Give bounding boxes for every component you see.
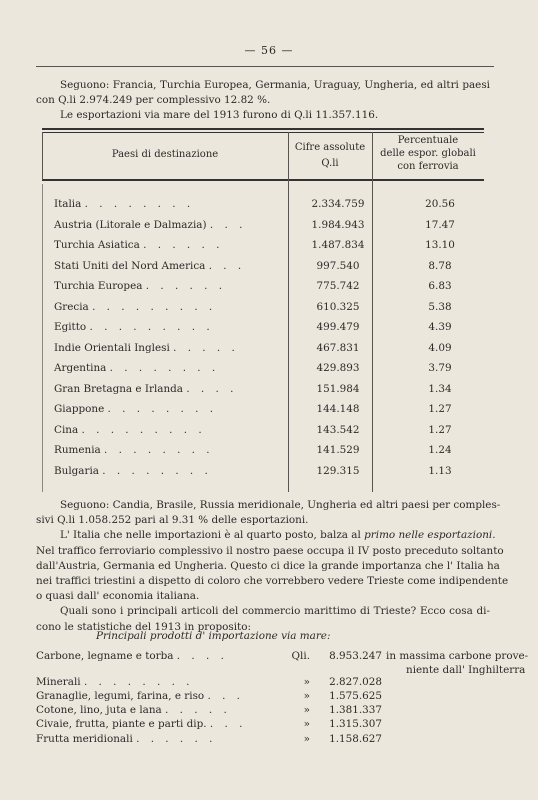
row-absolute-value: 467.831 xyxy=(316,341,360,354)
row-absolute-value: 151.984 xyxy=(316,382,360,395)
import-value: 1.158.627 xyxy=(329,733,382,745)
imports-title: Principali prodotti d' importazione via mare: xyxy=(96,630,331,642)
import-value: 1.575.625 xyxy=(329,690,382,702)
row-percent-value: 17.47 xyxy=(425,218,455,231)
row-percent-value: 3.79 xyxy=(428,362,452,374)
row-percent-value: 8.78 xyxy=(428,259,452,272)
row-country: Giappone . . . . . . . . xyxy=(54,403,218,415)
header-percent-line2: delle espor. globali xyxy=(380,148,476,159)
row-absolute-value: 429.893 xyxy=(316,362,360,374)
row-country: Turchia Europea . . . . . . xyxy=(54,280,227,292)
row-absolute-value: 144.148 xyxy=(316,403,360,415)
leader-dots: . . . xyxy=(207,690,244,702)
import-name: Granaglie, legumi, farina, e riso . . . xyxy=(36,690,244,702)
import-unit: » xyxy=(303,676,310,688)
row-country: Rumenia . . . . . . . . xyxy=(54,444,214,456)
leader-dots: . . . . . . . . xyxy=(109,362,220,374)
row-percent-value: 6.83 xyxy=(428,280,452,292)
row-absolute-value: 775.742 xyxy=(316,280,360,292)
table-top-rule-thin xyxy=(42,132,484,133)
leader-dots: . . . . . . xyxy=(136,733,217,745)
leader-dots: . . . xyxy=(209,218,247,231)
leader-dots: . . . . . . . . xyxy=(102,464,212,477)
row-country: Austria (Litorale e Dalmazia) . . . xyxy=(54,218,247,231)
row-percent-value: 13.10 xyxy=(425,239,455,251)
row-absolute-value: 610.325 xyxy=(316,300,360,313)
leader-dots: . . . . . . . . xyxy=(107,403,218,415)
leader-dots: . . . . . . . . xyxy=(84,198,195,210)
p1-line-2: sivi Q.li 1.058.252 pari al 9.31 % delle esportazioni. xyxy=(36,514,309,527)
import-name: Carbone, legname e torba . . . . xyxy=(36,650,228,662)
leader-dots: . . . . xyxy=(176,650,228,662)
import-name: Frutta meridionali . . . . . . xyxy=(36,733,217,745)
header-country: Paesi di destinazione xyxy=(111,149,219,160)
leader-dots: . . . . . . . . . xyxy=(81,423,206,436)
leader-dots: . . . . . . xyxy=(143,239,224,251)
p3-line-2: cono le statistiche del 1913 in proposito: xyxy=(36,620,251,633)
import-unit: » xyxy=(303,718,310,730)
p2-line-4: nei traffici triestini a dispetto di coloro che vorrebbero vedere Trieste come indipendente xyxy=(36,575,509,588)
leader-dots: . . . . xyxy=(186,382,238,395)
import-note-2: niente dall' Inghilterra xyxy=(406,664,526,676)
p2-line-3: dall'Austria, Germania ed Ungheria. Questo ci dice la grande importanza che l' Italia ha xyxy=(36,559,500,572)
import-note-1: in massima carbone prove- xyxy=(386,650,529,662)
import-name: Civaie, frutta, piante e parti dip. . . . xyxy=(36,718,247,730)
row-country: Egitto . . . . . . . . . xyxy=(54,321,214,333)
row-country: Italia . . . . . . . . xyxy=(54,198,195,210)
exports-table xyxy=(36,128,484,492)
table-header-rule xyxy=(42,179,484,181)
p3-line-1: Quali sono i principali articoli del commercio marittimo di Trieste? Ecco cosa di- xyxy=(60,605,490,618)
table-row xyxy=(36,444,484,465)
body-paragraphs xyxy=(36,498,509,635)
leader-dots: . . . . . . . . xyxy=(104,444,214,456)
import-value: 8.953.247 xyxy=(329,650,382,662)
table-row xyxy=(36,403,484,424)
import-value: 1.315.307 xyxy=(329,718,382,730)
row-percent-value: 1.24 xyxy=(428,444,452,456)
row-percent-value: 1.27 xyxy=(428,403,452,415)
row-percent-value: 1.27 xyxy=(428,423,452,436)
row-country: Cina . . . . . . . . . xyxy=(54,423,206,436)
header-absolute-line2: Q.li xyxy=(321,158,339,169)
row-absolute-value: 2.334.759 xyxy=(311,198,365,210)
row-country: Turchia Asiatica . . . . . . xyxy=(54,239,224,251)
row-country: Indie Orientali Inglesi . . . . . xyxy=(54,341,239,354)
leader-dots: . . . . . . . . . xyxy=(92,300,217,313)
import-name: Minerali . . . . . . . . xyxy=(36,676,194,688)
header-absolute-line1: Cifre assolute xyxy=(294,142,366,153)
row-absolute-value: 499.479 xyxy=(316,321,360,333)
leader-dots: . . . xyxy=(209,718,247,730)
header-percent-line1: Percentuale xyxy=(397,135,459,146)
table-row xyxy=(36,198,484,219)
table-row xyxy=(36,383,484,404)
p2-line-2: Nel traffico ferroviario complessivo il nostro paese occupa il IV posto preceduto soltanto xyxy=(36,544,504,557)
page-number: — 56 — xyxy=(244,44,294,57)
row-absolute-value: 143.542 xyxy=(316,423,360,436)
table-row xyxy=(36,280,484,301)
row-percent-value: 20.56 xyxy=(425,198,455,210)
import-unit: Qli. xyxy=(291,650,310,662)
table-row xyxy=(36,301,484,322)
import-unit: » xyxy=(303,690,310,702)
import-value: 2.827.028 xyxy=(329,676,382,688)
p2-line-5: o quasi dall' economia italiana. xyxy=(36,590,200,603)
header-percent xyxy=(372,134,484,173)
intro-paragraph xyxy=(36,78,490,124)
leader-dots: . . . . . . xyxy=(145,280,227,292)
leader-dots: . . . . . . . . xyxy=(83,676,194,688)
table-row xyxy=(36,342,484,363)
table-row xyxy=(36,465,484,486)
intro-line-3: Le esportazioni via mare del 1913 furono di Q.li 11.357.116. xyxy=(60,109,379,122)
row-percent-value: 4.39 xyxy=(428,321,452,333)
table-row xyxy=(36,362,484,383)
row-country: Gran Bretagna e Irlanda . . . . xyxy=(54,382,238,395)
row-percent-value: 4.09 xyxy=(428,341,452,354)
leader-dots: . . . . . . . . . xyxy=(89,321,214,333)
table-row xyxy=(36,239,484,260)
row-percent-value: 5.38 xyxy=(428,300,452,313)
row-country: Grecia . . . . . . . . . xyxy=(54,300,217,313)
row-absolute-value: 129.315 xyxy=(316,464,360,477)
row-country: Stati Uniti del Nord America . . . xyxy=(54,259,246,272)
table-row xyxy=(36,321,484,342)
import-unit: » xyxy=(303,733,310,745)
p2-line-1-italic: primo nelle esportazioni. xyxy=(364,529,496,542)
table-row xyxy=(36,260,484,281)
row-country: Argentina . . . . . . . . xyxy=(54,362,220,374)
leader-dots: . . . xyxy=(208,259,246,272)
import-unit: » xyxy=(303,704,310,716)
row-absolute-value: 141.529 xyxy=(316,444,360,456)
intro-line-1: Seguono: Francia, Turchia Europea, Germania, Uraguay, Ungheria, ed altri paesi xyxy=(60,79,490,91)
row-absolute-value: 1.487.834 xyxy=(311,239,365,251)
import-name: Cotone, lino, juta e lana . . . . . xyxy=(36,704,231,716)
p1-line-1: Seguono: Candia, Brasile, Russia meridionale, Ungheria ed altri paesi per comples- xyxy=(60,499,501,511)
table-row xyxy=(36,424,484,445)
import-value: 1.381.337 xyxy=(329,704,382,716)
row-country: Bulgaria . . . . . . . . xyxy=(54,464,212,477)
p2-line-1-text: L' Italia che nelle importazioni è al quarto posto, balza al xyxy=(60,529,365,542)
p2-line-1 xyxy=(36,528,496,543)
leader-dots: . . . . . xyxy=(173,341,239,354)
table-row xyxy=(36,219,484,240)
row-percent-value: 1.34 xyxy=(428,382,452,395)
header-percent-line3: con ferrovia xyxy=(397,161,459,172)
row-absolute-value: 997.540 xyxy=(316,259,360,272)
row-absolute-value: 1.984.943 xyxy=(311,218,365,231)
table-top-rule xyxy=(42,128,484,130)
intro-line-2: con Q.li 2.974.249 per complessivo 12.82 %. xyxy=(36,94,271,107)
header-absolute xyxy=(288,141,372,170)
row-percent-value: 1.13 xyxy=(428,464,452,477)
leader-dots: . . . . . xyxy=(165,704,231,716)
header-rule xyxy=(36,66,494,67)
